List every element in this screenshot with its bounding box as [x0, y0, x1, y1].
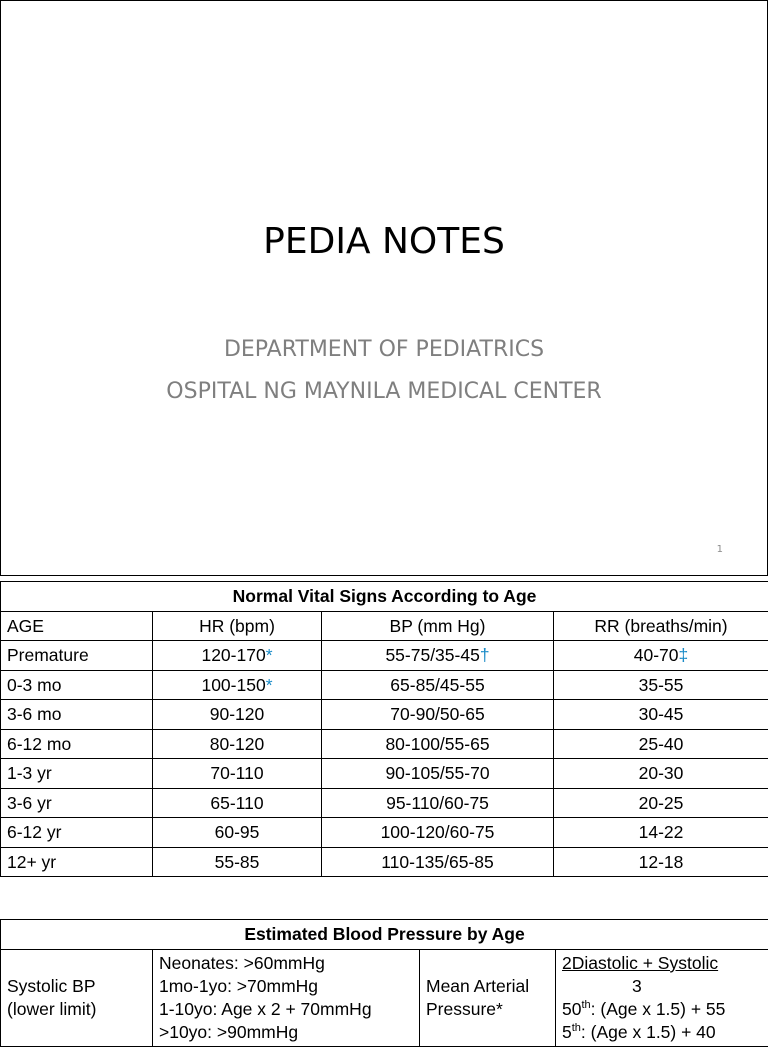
vital-signs-row	[1, 700, 768, 730]
footnote-mark: †	[480, 645, 490, 665]
vital-signs-table	[0, 581, 768, 877]
rr-cell: 12-18	[554, 847, 768, 877]
map-label-line2: Pressure*	[426, 999, 503, 1019]
footnote-mark: *	[266, 645, 273, 665]
bp-cell: 70-90/50-65	[322, 700, 554, 730]
estimated-bp-title: Estimated Blood Pressure by Age	[1, 920, 768, 950]
header-rr: RR (breaths/min)	[554, 611, 768, 641]
age-cell: Premature	[1, 641, 153, 671]
vital-signs-row	[1, 847, 768, 877]
age-cell: 6-12 yr	[1, 818, 153, 848]
age-cell: 6-12 mo	[1, 729, 153, 759]
systolic-over-10yo: >10yo: >90mmHg	[159, 1022, 298, 1042]
rr-cell: 40-70‡	[554, 641, 768, 671]
rr-cell: 20-25	[554, 788, 768, 818]
header-hr: HR (bpm)	[153, 611, 322, 641]
hr-cell: 80-120	[153, 729, 322, 759]
vital-signs-row	[1, 759, 768, 789]
hr-cell: 70-110	[153, 759, 322, 789]
vital-signs-title-row	[1, 582, 768, 612]
age-cell: 3-6 yr	[1, 788, 153, 818]
hr-cell: 60-95	[153, 818, 322, 848]
hr-cell: 90-120	[153, 700, 322, 730]
map-formula-denominator: 3	[562, 975, 642, 998]
footnote-mark: ‡	[679, 645, 689, 665]
header-age: AGE	[1, 611, 153, 641]
rr-cell: 30-45	[554, 700, 768, 730]
slide-subtitle-department: DEPARTMENT OF PEDIATRICS	[1, 337, 767, 362]
map-label-line1: Mean Arterial	[426, 976, 529, 996]
rr-cell: 20-30	[554, 759, 768, 789]
slide-title: PEDIA NOTES	[1, 221, 767, 262]
map-values	[556, 950, 768, 1047]
systolic-neonates: Neonates: >60mmHg	[159, 953, 325, 973]
map-formula-numerator: 2Diastolic + Systolic	[562, 953, 718, 973]
footnote-mark: *	[266, 675, 273, 695]
age-cell: 1-3 yr	[1, 759, 153, 789]
rr-cell: 14-22	[554, 818, 768, 848]
estimated-bp-row	[1, 950, 768, 1047]
systolic-1mo-1yo: 1mo-1yo: >70mmHg	[159, 976, 318, 996]
systolic-1-10yo: 1-10yo: Age x 2 + 70mmHg	[159, 999, 372, 1019]
bp-cell: 90-105/55-70	[322, 759, 554, 789]
map-50th-line: 50th: (Age x 1.5) + 55	[562, 999, 725, 1019]
systolic-bp-label-line2: (lower limit)	[7, 999, 96, 1019]
estimated-bp-table	[0, 919, 768, 1047]
estimated-bp-title-row	[1, 920, 768, 950]
age-cell: 12+ yr	[1, 847, 153, 877]
vital-signs-row	[1, 670, 768, 700]
hr-cell: 65-110	[153, 788, 322, 818]
bp-cell: 100-120/60-75	[322, 818, 554, 848]
map-5th-line: 5th: (Age x 1.5) + 40	[562, 1022, 716, 1042]
systolic-bp-label-line1: Systolic BP	[7, 976, 96, 996]
bp-cell: 95-110/60-75	[322, 788, 554, 818]
rr-cell: 35-55	[554, 670, 768, 700]
hr-cell: 55-85	[153, 847, 322, 877]
bp-cell: 110-135/65-85	[322, 847, 554, 877]
slide-page-number: 1	[717, 544, 723, 555]
hr-cell: 120-170*	[153, 641, 322, 671]
vital-signs-title: Normal Vital Signs According to Age	[1, 582, 768, 612]
systolic-bp-label	[1, 950, 153, 1047]
hr-cell: 100-150*	[153, 670, 322, 700]
systolic-bp-values	[153, 950, 420, 1047]
vital-signs-row	[1, 788, 768, 818]
age-cell: 0-3 mo	[1, 670, 153, 700]
header-bp: BP (mm Hg)	[322, 611, 554, 641]
map-label	[420, 950, 556, 1047]
vital-signs-header-row	[1, 611, 768, 641]
rr-cell: 25-40	[554, 729, 768, 759]
slide-subtitle-hospital: OSPITAL NG MAYNILA MEDICAL CENTER	[1, 379, 767, 404]
vital-signs-row	[1, 818, 768, 848]
age-cell: 3-6 mo	[1, 700, 153, 730]
bp-cell: 55-75/35-45†	[322, 641, 554, 671]
vital-signs-row	[1, 641, 768, 671]
bp-cell: 65-85/45-55	[322, 670, 554, 700]
vital-signs-row	[1, 729, 768, 759]
bp-cell: 80-100/55-65	[322, 729, 554, 759]
